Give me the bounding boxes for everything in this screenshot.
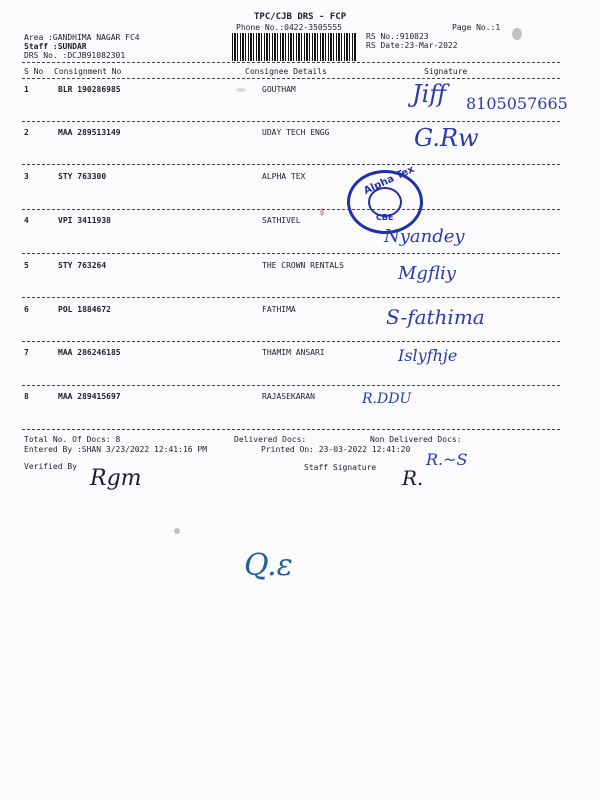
signature-handwritten: R.DDU [362,391,412,407]
row-consignment: VPI 3411938 [58,216,111,225]
row-sno: 6 [24,305,29,314]
row-divider [22,164,560,165]
drs-number: DRS No. :DCJB91082301 [24,51,126,60]
row-consignee: SATHIVEL [262,216,301,225]
row-consignee: ALPHA TEX [262,172,306,181]
signature-handwritten: Jiff [412,80,447,108]
area-field: Area :GANDHIMA NAGAR FC4 [24,33,140,42]
signature-handwritten: G.Rw [414,124,479,152]
row-consignment: MAA 286246185 [58,348,121,357]
printed-on: Printed On: 23-03-2022 12:41:20 [261,445,411,454]
row-consignee: THAMIM ANSARI [262,348,325,357]
handwritten-phone-note: 8105057665 [466,94,568,113]
row-sno: 8 [24,392,29,401]
row-sno: 5 [24,261,29,270]
staff-field: Staff :SUNDAR [24,42,87,51]
row-consignee: THE CROWN RENTALS [262,261,344,270]
row-sno: 4 [24,216,29,225]
row-sno: 1 [24,85,29,94]
row-sno: 2 [24,128,29,137]
report-title: TPC/CJB DRS - FCP [254,12,347,22]
non-delivered-docs: Non Delivered Docs: [370,435,462,444]
row-consignment: STY 763300 [58,172,107,181]
rs-number: RS No.:910823 [366,32,429,41]
phone-number: Phone No.:0422-3505555 [236,23,342,32]
signature-handwritten: S-fathima [386,305,485,329]
ink-smudge [174,528,180,534]
row-consignee: GOUTHAM [262,85,296,94]
entered-by: Entered By :SHAN 3/23/2022 12:41:16 PM [24,445,208,454]
stamp-text-top: Alpha Tex [362,164,417,197]
staff-signature: R. [402,466,424,490]
row-consignment: POL 1884672 [58,305,111,314]
company-stamp [347,164,423,234]
staff-signature-label: Staff Signature [304,463,377,472]
extra-signature: R.~S [426,450,468,469]
page-number-value: 1 [495,23,501,32]
page-number-label: Page No.:1 [452,23,501,32]
row-divider [22,341,560,342]
row-sno: 7 [24,348,29,357]
signature-handwritten: Islyfhje [398,346,458,365]
column-signature: Signature [424,67,468,76]
row-sno: 3 [24,172,29,181]
handwritten-notation: Q.ɛ [244,548,293,583]
rs-date: RS Date:23-Mar-2022 [366,41,458,50]
row-consignee: RAJASEKARAN [262,392,315,401]
column-consignment: Consignment No [54,67,122,76]
stamp-text-bottom: CBE [376,213,394,222]
barcode [232,33,356,61]
row-consignment: STY 763264 [58,261,107,270]
signature-handwritten: Nyandey [384,226,465,247]
row-divider [22,209,560,210]
verified-signature: Rgm [90,466,142,491]
row-divider [22,253,560,254]
total-docs: Total No. Of Docs: 8 [24,435,121,444]
ink-smudge [236,88,246,92]
column-sno: S No [24,67,44,76]
header-divider-bottom [22,78,560,79]
row-divider [22,429,560,430]
row-consignee: UDAY TECH ENGG [262,128,330,137]
row-consignment: MAA 289513149 [58,128,121,137]
row-divider [22,121,560,122]
ink-smudge [512,28,522,40]
verified-by-label: Verified By [24,462,77,471]
delivered-docs: Delivered Docs: [234,435,307,444]
column-consignee: Consignee Details [245,67,327,76]
signature-handwritten: Mgfliy [398,263,456,284]
ink-smudge [320,208,324,216]
row-consignment: BLR 190286985 [58,85,121,94]
row-divider [22,297,560,298]
row-divider [22,385,560,386]
row-consignee: FATHIMA [262,305,296,314]
header-divider-top [22,62,560,63]
row-consignment: MAA 289415697 [58,392,121,401]
